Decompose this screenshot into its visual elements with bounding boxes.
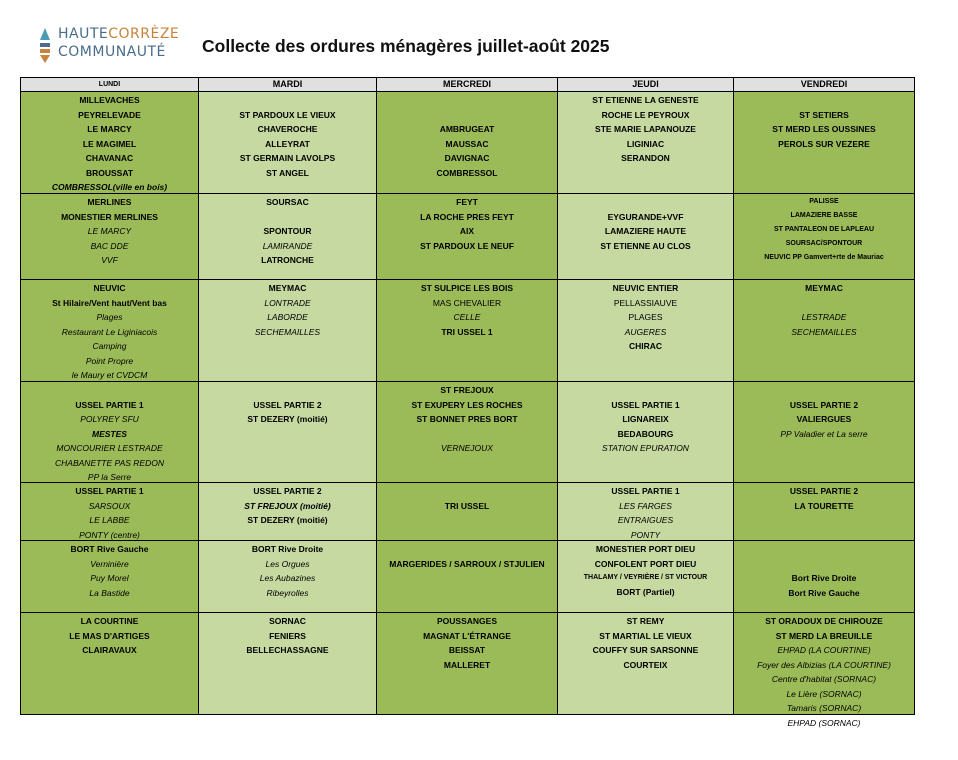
commune-entry: MESTES xyxy=(92,428,127,439)
commune-entry: LES FARGES xyxy=(619,500,672,511)
commune-entry: LIGINIAC xyxy=(626,138,665,149)
commune-entry: LONTRADE xyxy=(264,297,311,308)
commune-entry: MONCOURIER LESTRADE xyxy=(56,443,163,453)
commune-entry: NEUVIC ENTIER xyxy=(612,283,679,293)
logo-mark-icon xyxy=(38,26,52,64)
logo-line-1: HAUTECORRÈZE xyxy=(58,26,180,42)
commune-entry: EHPAD (SORNAC) xyxy=(787,717,861,728)
commune-entry: MONESTIER PORT DIEU xyxy=(595,544,696,554)
schedule-cell xyxy=(557,612,734,715)
commune-entry: CELLE xyxy=(453,312,481,322)
commune-entry: NEUVIC xyxy=(93,283,126,293)
commune-entry: POUSSANGES xyxy=(437,616,497,626)
commune-entry: ST SETIERS xyxy=(799,109,849,120)
commune-entry: VALIERGUES xyxy=(796,414,852,424)
commune-entry: LATRONCHE xyxy=(261,255,314,265)
day-header: JEUDI xyxy=(557,77,734,92)
commune-entry: LE MARCY xyxy=(87,124,132,134)
commune-entry: ST PARDOUX LE NEUF xyxy=(420,240,514,251)
commune-entry: SOURSAC xyxy=(266,197,309,207)
commune-entry: Puy Morel xyxy=(90,573,129,583)
commune-entry: ST PANTALEON DE LAPLEAU xyxy=(773,226,875,233)
commune-entry: LA ROCHE PRES FEYT xyxy=(420,211,514,222)
commune-entry: USSEL PARTIE 2 xyxy=(789,399,859,410)
commune-entry: TRI USSEL xyxy=(444,500,490,511)
commune-entry: LESTRADE xyxy=(801,312,847,322)
commune-entry: ST SULPICE LES BOIS xyxy=(420,283,514,293)
schedule-cell xyxy=(557,381,734,483)
schedule-cell xyxy=(557,540,734,613)
commune-entry: POLYREY SFU xyxy=(80,414,139,424)
commune-entry: BORT (Partiel) xyxy=(616,587,675,597)
commune-entry: BEDABOURG xyxy=(617,428,674,439)
commune-entry: Foyer des Albizias (LA COURTINE) xyxy=(757,659,891,670)
commune-entry: PELLASSIAUVE xyxy=(613,297,678,308)
commune-entry: Le Lière (SORNAC) xyxy=(786,688,862,699)
commune-entry: STATION EPURATION xyxy=(602,443,689,453)
commune-entry: ROCHE LE PEYROUX xyxy=(601,109,690,120)
commune-entry: ST FREJOUX (moitié) xyxy=(244,500,331,511)
commune-entry: CHABANETTE PAS REDON xyxy=(55,457,164,468)
commune-entry: Point Propre xyxy=(85,355,134,366)
commune-entry: Camping xyxy=(92,341,127,351)
commune-entry: MERLINES xyxy=(87,197,132,207)
day-header: LUNDI xyxy=(20,77,199,92)
schedule-cell xyxy=(198,193,377,280)
schedule-cell xyxy=(733,193,915,280)
commune-entry: CLAIRAVAUX xyxy=(82,645,137,655)
commune-entry: BELLECHASSAGNE xyxy=(246,645,329,655)
commune-entry: DAVIGNAC xyxy=(444,153,490,163)
commune-entry: ST ANGEL xyxy=(266,167,309,178)
schedule-cell xyxy=(376,91,558,194)
commune-entry: Bort Rive Gauche xyxy=(788,587,860,598)
commune-entry: LE MARCY xyxy=(87,226,132,236)
page-title: Collecte des ordures ménagères juillet-août 2025 xyxy=(202,36,610,56)
schedule-cell xyxy=(733,91,915,194)
schedule-cell xyxy=(20,279,199,382)
commune-entry: ENTRAIGUES xyxy=(617,515,674,525)
schedule-cell xyxy=(198,482,377,541)
commune-entry: USSEL PARTIE 2 xyxy=(253,399,322,410)
commune-entry: LA TOURETTE xyxy=(794,500,854,511)
commune-entry: ST MERD LES OUSSINES xyxy=(772,124,876,134)
commune-entry: SORNAC xyxy=(269,616,306,626)
schedule-table xyxy=(20,77,914,728)
commune-entry: LAMAZIERE HAUTE xyxy=(604,226,687,236)
commune-entry: USSEL PARTIE 1 xyxy=(611,399,680,410)
commune-entry: BROUSSAT xyxy=(85,167,134,178)
schedule-cell xyxy=(557,279,734,382)
commune-entry: COUFFY SUR SARSONNE xyxy=(592,645,699,655)
commune-entry: USSEL PARTIE 2 xyxy=(253,486,322,496)
schedule-cell xyxy=(733,279,915,382)
blank-line xyxy=(377,484,557,499)
blank-line xyxy=(734,542,914,557)
commune-entry: CHAVANAC xyxy=(85,153,134,163)
schedule-cell xyxy=(376,381,558,483)
commune-entry: Restaurant Le Liginiacois xyxy=(61,326,158,337)
commune-entry: Les Aubazines xyxy=(259,573,316,583)
schedule-cell xyxy=(20,482,199,541)
schedule-cell xyxy=(733,612,915,728)
commune-entry: USSEL PARTIE 1 xyxy=(75,486,144,496)
commune-entry: SPONTOUR xyxy=(263,226,312,236)
schedule-cell xyxy=(20,381,199,483)
blank-line xyxy=(199,93,376,108)
commune-entry: VERNEJOUX xyxy=(441,443,493,453)
blank-line xyxy=(377,93,557,108)
schedule-cell xyxy=(557,193,734,280)
commune-entry: ST ETIENNE LA GENESTE xyxy=(592,95,699,105)
commune-entry: EHPAD (LA COURTINE) xyxy=(777,645,871,655)
commune-entry: NEUVIC PP Gamvert+rte de Mauriac xyxy=(764,254,884,261)
commune-entry: Plages xyxy=(96,312,123,322)
commune-entry: ST MARTIAL LE VIEUX xyxy=(599,630,692,641)
schedule-cell xyxy=(376,482,558,541)
commune-entry: COMBRESSOL xyxy=(436,167,498,178)
commune-entry: ST EXUPERY LES ROCHES xyxy=(411,399,523,410)
blank-line xyxy=(734,93,914,108)
commune-entry: MAUSSAC xyxy=(445,138,489,149)
blank-line xyxy=(21,383,198,398)
commune-entry: St Hilaire/Vent haut/Vent bas xyxy=(52,297,167,308)
commune-entry: Les Orgues xyxy=(265,558,310,569)
commune-entry: Centre d'habitat (SORNAC) xyxy=(771,674,877,684)
schedule-cell xyxy=(733,540,915,613)
blank-line xyxy=(199,210,376,225)
commune-entry: LA COURTINE xyxy=(80,616,139,626)
commune-entry: MAS CHEVALIER xyxy=(432,297,502,308)
commune-entry: CHAVEROCHE xyxy=(257,124,318,134)
commune-entry: STE MARIE LAPANOUZE xyxy=(595,124,696,134)
schedule-cell xyxy=(376,540,558,613)
blank-line xyxy=(377,542,557,557)
commune-entry: VVF xyxy=(101,255,118,265)
commune-entry: ST BONNET PRES BORT xyxy=(416,414,518,424)
commune-entry: BAC DDE xyxy=(90,240,129,251)
commune-entry: PEYRELEVADE xyxy=(78,109,141,120)
schedule-cell xyxy=(198,91,377,194)
schedule-cell xyxy=(557,91,734,194)
commune-entry: PONTY (centre) xyxy=(79,529,140,540)
commune-entry: LABORDE xyxy=(267,312,308,322)
schedule-cell xyxy=(20,612,199,715)
commune-entry: USSEL PARTIE 2 xyxy=(789,486,859,496)
commune-entry: MILLEVACHES xyxy=(79,95,140,105)
commune-entry: PALISSE xyxy=(809,198,839,205)
commune-entry: La Bastide xyxy=(89,587,130,598)
blank-line xyxy=(734,383,914,398)
commune-entry: PLAGES xyxy=(628,312,663,322)
commune-entry: LE MAGIMEL xyxy=(82,138,137,149)
commune-entry: PP Valadier et La serre xyxy=(780,428,868,439)
commune-entry: SOURSAC/SPONTOUR xyxy=(785,240,863,247)
commune-entry: FEYT xyxy=(456,197,478,207)
commune-entry: ST DEZERY (moitié) xyxy=(247,515,328,525)
blank-line xyxy=(734,557,914,572)
blank-line xyxy=(199,383,376,398)
schedule-cell xyxy=(733,482,915,541)
schedule-cell xyxy=(198,612,377,715)
schedule-cell xyxy=(376,193,558,280)
commune-entry: LAMAZIERE BASSE xyxy=(790,212,858,219)
commune-entry: MONESTIER MERLINES xyxy=(61,211,158,222)
day-header: VENDREDI xyxy=(733,77,915,92)
blank-line xyxy=(734,296,914,311)
commune-entry: BORT Rive Gauche xyxy=(70,544,149,554)
schedule-cell xyxy=(20,193,199,280)
logo xyxy=(34,22,184,68)
commune-entry: ST FREJOUX xyxy=(440,385,494,395)
commune-entry: Verninière xyxy=(90,558,129,569)
schedule-cell xyxy=(376,279,558,382)
commune-entry: FENIERS xyxy=(269,630,306,641)
commune-entry: ST REMY xyxy=(626,616,665,626)
commune-entry: PONTY xyxy=(630,529,661,540)
commune-entry: MEYMAC xyxy=(805,283,843,293)
commune-entry: USSEL PARTIE 1 xyxy=(611,486,680,496)
commune-entry: ALLEYRAT xyxy=(265,138,310,149)
commune-entry: LAMIRANDE xyxy=(262,240,313,251)
commune-entry: AIX xyxy=(459,226,475,236)
commune-entry: EYGURANDE+VVF xyxy=(607,211,684,222)
commune-entry: ST ETIENNE AU CLOS xyxy=(600,240,691,251)
schedule-cell xyxy=(557,482,734,541)
logo-line-2: COMMUNAUTÉ xyxy=(58,44,166,60)
commune-entry: ST GERMAIN LAVOLPS xyxy=(239,153,336,163)
commune-entry: Tamaris (SORNAC) xyxy=(786,703,862,713)
commune-entry: MEYMAC xyxy=(268,283,307,293)
commune-entry: AMBRUGEAT xyxy=(439,124,495,134)
day-header: MARDI xyxy=(198,77,377,92)
commune-entry: THALAMY / VEYRIÈRE / ST VICTOUR xyxy=(583,574,708,581)
day-header: MERCREDI xyxy=(376,77,558,92)
schedule-cell xyxy=(733,381,915,483)
commune-entry: COMBRESSOL(ville en bois) xyxy=(51,182,168,192)
commune-entry: SECHEMAILLES xyxy=(791,326,857,337)
schedule-cell xyxy=(198,540,377,613)
commune-entry: PEROLS SUR VEZERE xyxy=(778,138,870,149)
commune-entry: TRI USSEL 1 xyxy=(441,326,493,337)
commune-entry: SECHEMAILLES xyxy=(254,326,321,337)
schedule-cell xyxy=(20,540,199,613)
schedule-cell xyxy=(198,279,377,382)
commune-entry: LIGNAREIX xyxy=(622,414,669,424)
commune-entry: ST PARDOUX LE VIEUX xyxy=(239,109,336,120)
commune-entry: LE MAS D'ARTIGES xyxy=(69,630,150,641)
blank-line xyxy=(558,383,733,398)
commune-entry: MALLERET xyxy=(443,659,491,670)
commune-entry: BEISSAT xyxy=(448,645,486,655)
commune-entry: SERANDON xyxy=(621,153,670,163)
commune-entry: ST MERD LA BREUILLE xyxy=(775,630,873,641)
commune-entry: CHIRAC xyxy=(628,341,663,351)
commune-entry: ST DEZERY (moitié) xyxy=(247,414,328,424)
commune-entry: BORT Rive Droite xyxy=(251,544,324,554)
commune-entry: Ribeyrolles xyxy=(266,587,309,598)
commune-entry: MAGNAT L'ÉTRANGE xyxy=(423,630,511,641)
commune-entry: COURTEIX xyxy=(623,659,668,670)
commune-entry: MARGERIDES / SARROUX / STJULIEN xyxy=(389,558,545,569)
commune-entry: ST ORADOUX DE CHIROUZE xyxy=(765,616,883,626)
commune-entry: SARSOUX xyxy=(88,500,131,511)
commune-entry: PP la Serre xyxy=(87,472,132,482)
commune-entry: le Maury et CVDCM xyxy=(71,370,148,380)
blank-line xyxy=(377,108,557,123)
schedule-cell xyxy=(376,612,558,715)
blank-line xyxy=(558,195,733,210)
commune-entry: AUGERES xyxy=(624,326,667,337)
blank-line xyxy=(377,427,557,442)
schedule-cell xyxy=(20,91,199,194)
schedule-cell xyxy=(198,381,377,483)
commune-entry: LE LABBE xyxy=(89,515,130,525)
commune-entry: CONFOLENT PORT DIEU xyxy=(594,558,697,569)
commune-entry: Bort Rive Droite xyxy=(791,573,857,583)
commune-entry: USSEL PARTIE 1 xyxy=(75,399,144,410)
